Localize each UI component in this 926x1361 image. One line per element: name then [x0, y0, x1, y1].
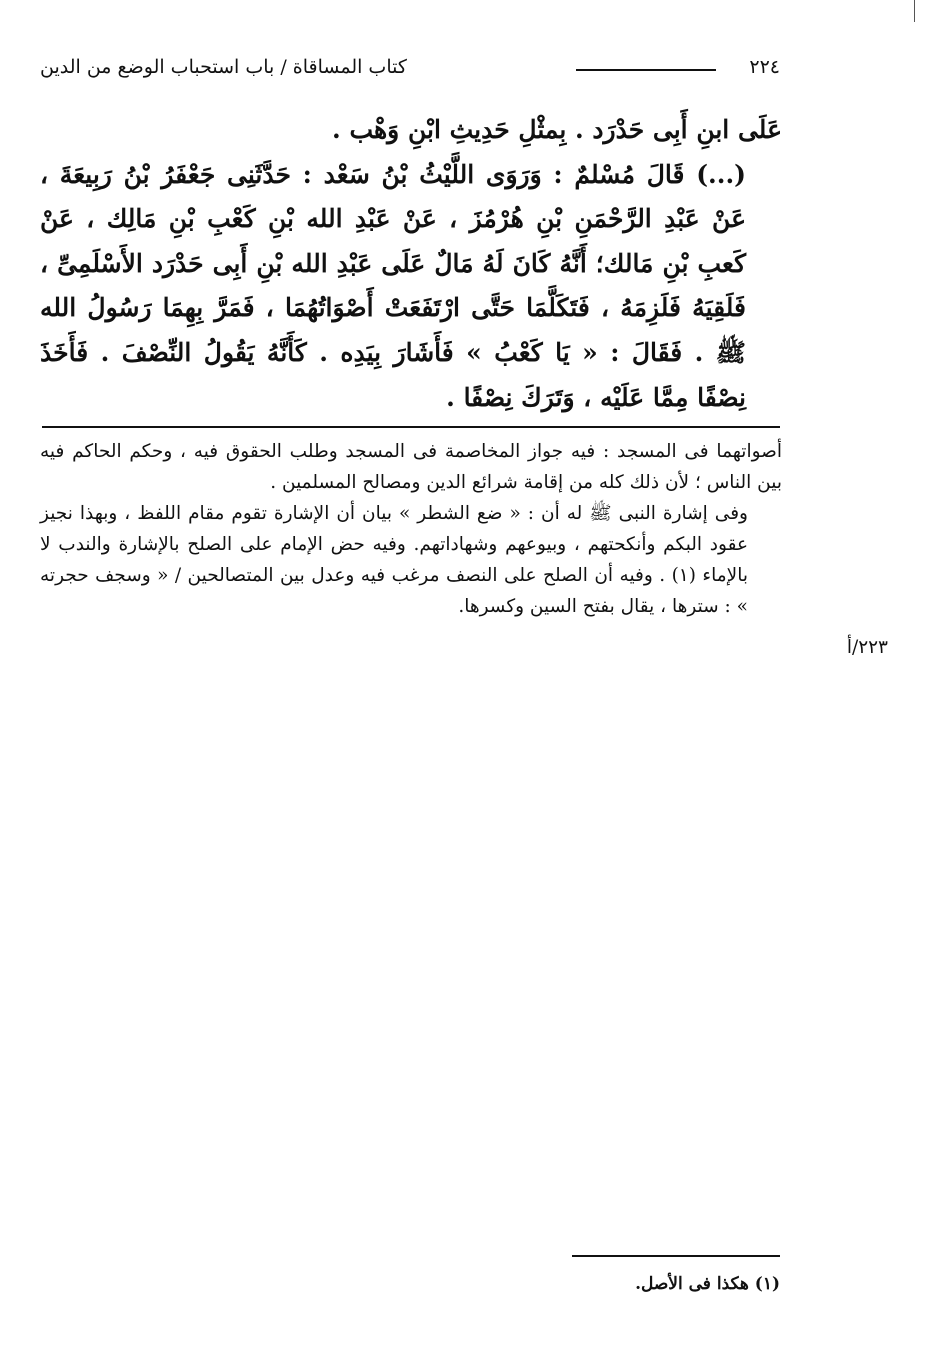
footnote-separator [572, 1255, 780, 1257]
commentary-separator [42, 426, 780, 428]
manuscript-folio-marker: ٢٢٣/أ [846, 637, 888, 658]
header-rule [576, 69, 716, 71]
commentary-paragraph-1: أصواتهما فى المسجد : فيه جواز المخاصمة فى المسجد وطلب الحقوق فيه ، وحكم الحاكم فيه بين الناس ؛ لأن ذلك كله من إقامة شرائع الدين ومصالح المسلمين . [40, 441, 782, 493]
scan-edge-mark [914, 0, 915, 22]
commentary-paragraph-2: وفى إشارة النبى ﷺ له أن : « ضع الشطر » بيان أن الإشارة تقوم مقام اللفظ ، وبهذا نجيز عقود البكم وأنكحتهم ، وبيوعهم وشهاداتهم. وفيه حض الإمام على الصلح بالإشارة والندب لا بالإماء (١) . وفيه أن الصلح على النصف مرغب فيه وعدل بين المتصالحين / « وسجف حجرته » : سترها ، يقال بفتح السين وكسرها. [40, 503, 748, 617]
hadith-paragraph-2: (...) قَالَ مُسْلمٌ : وَرَوَى اللَّيْثُ بْنُ سَعْد : حَدَّثَنِى جَعْفَرُ بْنُ رَبِيعَةَ ، عَنْ عَبْدِ الرَّحْمَنِ بْنِ هُرْمُزَ ، عَنْ عَبْدِ الله بْنِ كَعْبِ بْنِ مَالِك ، عَنْ كَعبِ بْنِ مَالك؛ أَنَّهُ كَانَ لَهُ مَالٌ عَلَى عَبْدِ الله بْنِ أَبِى حَدْرَد الأَسْلَمِىِّ ، فَلَقِيَهُ فَلَزِمَهُ ، فَتَكَلَّمَا حَتَّى ارْتَفَعَتْ أَصْوَاتُهُمَا ، فَمَرَّ بِهِمَا رَسُولُ الله ﷺ . فَقَالَ : « يَا كَعْبُ » فَأَشَارَ بِيَدِه . كَأَنَّهُ يَقُولُ النِّصْفَ . فَأَخَذَ نِصْفًا مِمَّا عَلَيْه ، وَتَرَكَ نِصْفًا . [40, 159, 747, 412]
page-header [40, 56, 780, 86]
hadith-text [40, 108, 782, 420]
page-number: ٢٢٤ [749, 56, 780, 78]
hadith-line-1: عَلَى ابنِ أَبِى حَدْرَد . بِمثْلِ حَدِيثِ ابْنِ وَهْب . [332, 115, 782, 144]
commentary-text [40, 436, 782, 622]
running-title: كتاب المساقاة / باب استحباب الوضع من الدين [40, 56, 407, 78]
footnote: (١) هكذا فى الأصل. [635, 1274, 780, 1294]
